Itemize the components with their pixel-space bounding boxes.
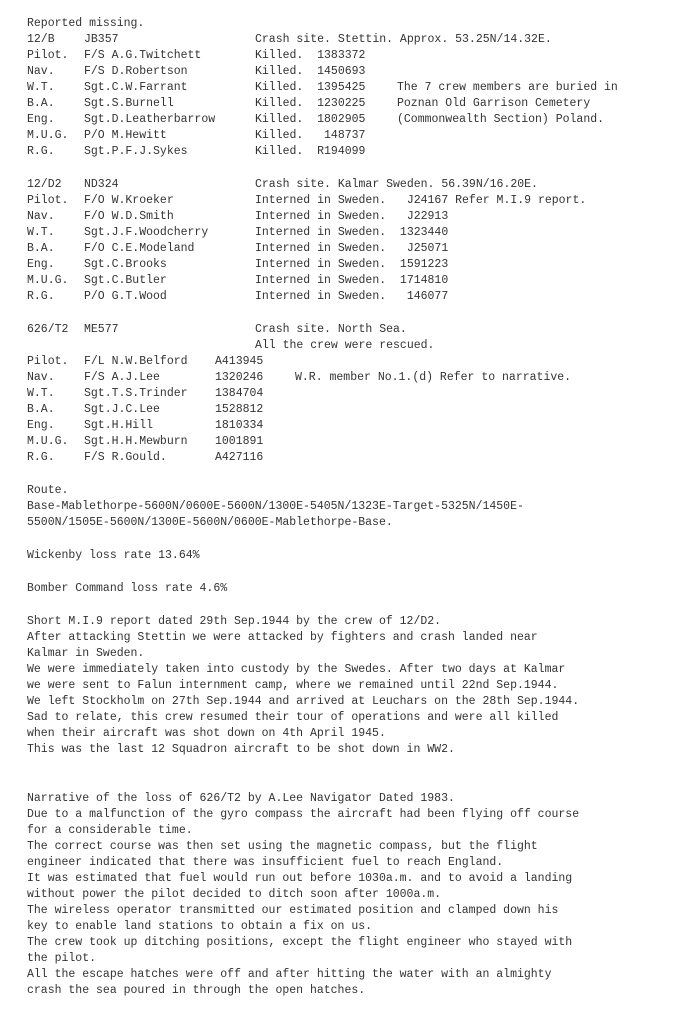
service-number: 1810334 [215, 419, 264, 432]
crew2-heading [27, 177, 672, 193]
crew-role: Nav. [27, 371, 55, 384]
report-line: we were sent to Falun internment camp, where we remained until 22nd Sep.1944. [27, 679, 559, 692]
report-line: Kalmar in Sweden. [27, 647, 145, 660]
service-number: 1001891 [215, 435, 264, 448]
crew-role: M.U.G. [27, 274, 69, 287]
crew-row [27, 144, 672, 160]
crew-role: B.A. [27, 242, 55, 255]
crew-role: Nav. [27, 210, 55, 223]
report-line: We left Stockholm on 27th Sep.1944 and arrived at Leuchars on the 28th Sep.1944. [27, 695, 580, 708]
crew3-list [27, 354, 672, 466]
narrative-line: It was estimated that fuel would run out before 1030a.m. and to avoid a landing [27, 872, 573, 885]
crew-status: Killed. 1450693 [255, 65, 366, 78]
crew-name: Sgt.C.Brooks [84, 258, 167, 271]
aircraft-serial: ND324 [84, 178, 119, 191]
report-line: We were immediately taken into custody by the Swedes. After two days at Kalmar [27, 663, 566, 676]
aircraft-code: 12/D2 [27, 178, 62, 191]
crew-name: F/S D.Robertson [84, 65, 188, 78]
service-number: 1320246 [215, 371, 264, 384]
crew-row [27, 241, 672, 257]
narrative-line: without power the pilot decided to ditch soon after 1000a.m. [27, 888, 442, 901]
narrative-line: crash the sea poured in through the open hatches. [27, 984, 366, 997]
report-line: This was the last 12 Squadron aircraft to be shot down in WW2. [27, 743, 455, 756]
crew-role: Eng. [27, 258, 55, 271]
crew-role: M.U.G. [27, 435, 69, 448]
crew-name: Sgt.D.Leatherbarrow [84, 113, 216, 126]
crew-role: B.A. [27, 403, 55, 416]
service-number: 1528812 [215, 403, 264, 416]
crew-status: Interned in Sweden. J22913 [255, 210, 449, 223]
crew-role: Pilot. [27, 194, 69, 207]
report-header: Reported missing. [27, 17, 145, 30]
route-label: Route. [27, 484, 69, 497]
narrative-line: the pilot. [27, 952, 97, 965]
crew-row [27, 96, 672, 112]
crew-row [27, 257, 672, 273]
crew1-list [27, 48, 672, 160]
crew-role: W.T. [27, 81, 55, 94]
mi9-report [27, 614, 672, 758]
crew-name: F/S A.G.Twitchett [84, 49, 202, 62]
crew-status: Interned in Sweden. 146077 [255, 290, 449, 303]
crew3-rescue-line [27, 338, 672, 354]
crew-status: Killed. 1383372 [255, 49, 366, 62]
crew2-list [27, 193, 672, 305]
document-page [27, 16, 672, 999]
crew-name: Sgt.C.W.Farrant [84, 81, 188, 94]
crew-role: M.U.G. [27, 129, 69, 142]
crew-name: F/S A.J.Lee [84, 371, 160, 384]
aircraft-code: 626/T2 [27, 323, 69, 336]
crew-status: Killed. 1230225 [255, 97, 366, 110]
crew-row [27, 80, 672, 96]
narrative-line: engineer indicated that there was insufficient fuel to reach England. [27, 856, 504, 869]
crew-role: Eng. [27, 113, 55, 126]
narrative-line: The wireless operator transmitted our estimated position and clamped down his [27, 904, 559, 917]
crew-row [27, 273, 672, 289]
crew-status: Killed. 1802905 [255, 113, 366, 126]
crew-role: W.T. [27, 387, 55, 400]
crew-row [27, 434, 672, 450]
crash-site: Crash site. North Sea. [255, 323, 407, 336]
service-number: A413945 [215, 355, 264, 368]
service-number: A427116 [215, 451, 264, 464]
report-line: when their aircraft was shot down on 4th April 1945. [27, 727, 386, 740]
crew-role: R.G. [27, 451, 55, 464]
crew-status: Interned in Sweden. J25071 [255, 242, 449, 255]
narrative-line: key to enable land stations to obtain a fix on us. [27, 920, 373, 933]
crew-name: F/O W.D.Smith [84, 210, 174, 223]
report-line: After attacking Stettin we were attacked by fighters and crash landed near [27, 631, 538, 644]
crew-role: Pilot. [27, 49, 69, 62]
crew1-heading [27, 32, 672, 48]
crew-name: Sgt.H.Hill [84, 419, 154, 432]
crew-name: F/L N.W.Belford [84, 355, 188, 368]
crew-status: Interned in Sweden. 1323440 [255, 226, 449, 239]
crew-row [27, 64, 672, 80]
crew-name: F/O W.Kroeker [84, 194, 174, 207]
bomber-command-loss-rate: Bomber Command loss rate 4.6% [27, 582, 228, 595]
crew-role: W.T. [27, 226, 55, 239]
crew-row [27, 112, 672, 128]
crash-site: Crash site. Kalmar Sweden. 56.39N/16.20E. [255, 178, 538, 191]
crew-name: Sgt.J.F.Woodcherry [84, 226, 209, 239]
narrative [27, 791, 672, 999]
aircraft-code: 12/B [27, 33, 55, 46]
aircraft-serial: JB357 [84, 33, 119, 46]
crew-name: P/O G.T.Wood [84, 290, 167, 303]
crew-name: Sgt.P.F.J.Sykes [84, 145, 188, 158]
narrative-line: Narrative of the loss of 626/T2 by A.Lee Navigator Dated 1983. [27, 792, 455, 805]
crew-role: B.A. [27, 97, 55, 110]
crew-status: Interned in Sweden. 1591223 [255, 258, 449, 271]
narrative-line: All the escape hatches were off and after hitting the water with an almighty [27, 968, 552, 981]
service-number: 1384704 [215, 387, 264, 400]
crew-status: Interned in Sweden. 1714810 [255, 274, 449, 287]
crew-row [27, 193, 672, 209]
crew-role: Eng. [27, 419, 55, 432]
crew-status: Interned in Sweden. J24167 Refer M.I.9 report. [255, 194, 587, 207]
crew3-heading [27, 322, 672, 338]
narrative-line: The crew took up ditching positions, except the flight engineer who stayed with [27, 936, 573, 949]
report-line: Short M.I.9 report dated 29th Sep.1944 by the crew of 12/D2. [27, 615, 442, 628]
crew-row [27, 289, 672, 305]
crew-name: F/S R.Gould. [84, 451, 167, 464]
crew-row [27, 370, 672, 386]
crew-name: Sgt.H.H.Mewburn [84, 435, 188, 448]
crew-row [27, 128, 672, 144]
crew-row [27, 402, 672, 418]
wickenby-loss-rate: Wickenby loss rate 13.64% [27, 549, 200, 562]
aircraft-serial: ME577 [84, 323, 119, 336]
narrative-line: The correct course was then set using the magnetic compass, but the flight [27, 840, 538, 853]
crew-status: Killed. 1395425 [255, 81, 366, 94]
crash-site: Crash site. Stettin. Approx. 53.25N/14.32E. [255, 33, 552, 46]
report-line: Sad to relate, this crew resumed their tour of operations and were all killed [27, 711, 559, 724]
crew-name: Sgt.T.S.Trinder [84, 387, 188, 400]
crew-role: R.G. [27, 290, 55, 303]
crew-role: Pilot. [27, 355, 69, 368]
crew-note: W.R. member No.1.(d) Refer to narrative. [295, 371, 572, 384]
crew-status: Killed. 148737 [255, 129, 366, 142]
crew-row [27, 225, 672, 241]
rescue-note: All the crew were rescued. [255, 339, 435, 352]
crew-row [27, 450, 672, 466]
crew-name: Sgt.C.Butler [84, 274, 167, 287]
crew-role: R.G. [27, 145, 55, 158]
crew-name: Sgt.J.C.Lee [84, 403, 160, 416]
route-line: 5500N/1505E-5600N/1300E-5600N/0600E-Mablethorpe-Base. [27, 516, 393, 529]
narrative-line: Due to a malfunction of the gyro compass the aircraft had been flying off course [27, 808, 580, 821]
burial-note: Poznan Old Garrison Cemetery [397, 97, 591, 110]
crew-row [27, 354, 672, 370]
crew-row [27, 48, 672, 64]
crew-role: Nav. [27, 65, 55, 78]
crew-status: Killed. R194099 [255, 145, 366, 158]
crew-name: F/O C.E.Modeland [84, 242, 195, 255]
crew-row [27, 418, 672, 434]
route-line: Base-Mablethorpe-5600N/0600E-5600N/1300E-5405N/1323E-Target-5325N/1450E- [27, 500, 524, 513]
crew-name: P/O M.Hewitt [84, 129, 167, 142]
crew-row [27, 386, 672, 402]
burial-note: The 7 crew members are buried in [397, 81, 618, 94]
crew-row [27, 209, 672, 225]
crew-name: Sgt.S.Burnell [84, 97, 174, 110]
narrative-line: for a considerable time. [27, 824, 193, 837]
burial-note: (Commonwealth Section) Poland. [397, 113, 605, 126]
